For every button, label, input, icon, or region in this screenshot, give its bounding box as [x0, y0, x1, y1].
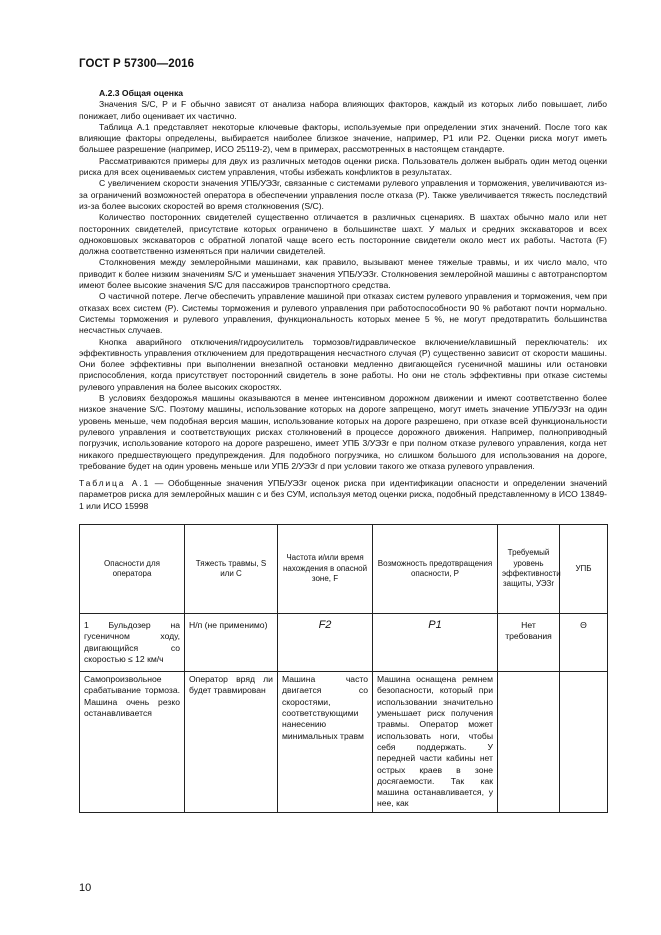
cell-hazard: Самопроизвольное срабатывание тормоза. Машина очень резко останавливается	[80, 672, 185, 813]
paragraph: О частичной потере. Легче обеспечить управление машиной при отказах систем рулевого управления и торможения, чем при отказах всех систем (P). Системы торможения и рулевого управления при работоспособности 90 % работают почти нормально. Системы торможения и рулевого управления, функциональность которых менее 5 %, не могут предотвратить большинства несчастных случаев.	[79, 291, 607, 336]
cell-frequency: Машина часто двигается со скоростями, соответствующими нанесению минимальных травм	[278, 672, 373, 813]
cell-avoidance: Машина оснащена ремнем безопасности, который при использовании значительно уменьшает риск получения травмы. Оператор может использовать ноги, чтобы себя поддержать. У передней части кабины нет острых краев в зоне досягаемости. Так как машина останавливается, у нее, как	[373, 672, 498, 813]
document-header: ГОСТ Р 57300—2016	[79, 58, 195, 70]
table-caption	[79, 478, 607, 512]
paragraph: Значения S/C, P и F обычно зависят от анализа набора влияющих факторов, каждый из которых либо повышает, либо понижает, либо оценивает их частично.	[79, 99, 607, 121]
cell-frequency: F2	[278, 613, 373, 671]
cell-avoidance: P1	[373, 613, 498, 671]
header-avoidance: Возможность предотвращения опасности, P	[373, 524, 498, 613]
paragraph: Рассматриваются примеры для двух из различных методов оценки риска. Пользователь должен выбрать один метод оценки риска для всех оцениваемых систем управления, чтобы избежать конфликтов в результатах.	[79, 155, 607, 178]
table-header-row	[80, 524, 608, 613]
header-hazard: Опасности для оператора	[80, 524, 185, 613]
paragraph: Столкновения между землеройными машинами, как правило, вызывают менее тяжелые травмы, и их число мало, что приводит к более низким значениям S/C и уменьшает значения УПБ/УЭЗr. Столкновения землеройной машины с автотранспортом имеют более высокие значения S/C для пассажиров транспортного средства.	[79, 257, 607, 291]
document-body	[79, 88, 607, 813]
table-row	[80, 672, 608, 813]
paragraph: Количество посторонних свидетелей существенно отличается в различных сценариях. В шахтах обычно мало или нет посторонних свидетелей, присутствие которых ограничено в большинстве шахт. У малых и средних экскаваторов и всех одноковшовых экскаваторов с обратной лопатой чаще всего есть посторонние свидетели около мест их работы. Частота (F) должна соответственно изменяться при наличии свидетелей.	[79, 212, 607, 257]
cell-hazard: 1 Бульдозер на гусеничном ходу, двигающийся со скоростью ≤ 12 км/ч	[80, 613, 185, 671]
cell-pl: Нет требования	[498, 613, 560, 671]
paragraph: В условиях бездорожья машины оказываются в менее интенсивном дорожном движении и имеют соответственно более низкое значение S/C. Поэтому машины, использование которых на дороге запрещено, могут иметь значение УПБ/УЭЗr на один уровень меньше, чем подобная версия машин, использование которых на дороге разрешено, при отказе всей функциональности рулевого управления и соответствующих рисках столкновений в процессе дорожного движения. Например, полноприводный погрузчик, использование которого на дороге разрешено, имеет УПБ 3/УЭЗr e при полном отказе рулевого управления, когда нет никакого предшествующего предупреждения. Для подобного погрузчика, но слишком большого для использования на дороге, требование будет на один уровень меньше или УПБ 2/УЭЗr d при условии такого же отказа рулевого управления.	[79, 393, 607, 471]
table-caption-text: — Обобщенные значения УПБ/УЭЗr оценок риска при идентификации опасности и определении значений параметров риска для землеройных машин с и без СУМ, используя метод оценки риска, подобный представленному в ИСО 13849-1 или ИСО 15998	[79, 478, 607, 511]
table-caption-label: Таблица А.1	[79, 478, 151, 489]
paragraph: Кнопка аварийного отключения/гидроусилитель тормозов/гидравлическое включение/клавишный переключатель: их эффективность управления отключением для предотвращения несчастного случая (P) существенно зависит от скорости машины. Они более эффективны при выполнении внезапной остановки медленно двигающейся гусеничной машины или остановки приспособления, когда присутствует посторонний свидетель в зоне работы. Но они не столь эффективны при отказе системы рулевого управления на более высоких скоростях.	[79, 336, 607, 392]
page-number: 10	[79, 882, 92, 894]
paragraph: Таблица А.1 представляет некоторые ключевые факторы, используемые при определении этих значений. После того как влияющие факторы определены, выбирается наиболее близкое значение, например, P1 или P2. Оценки риска могут иметь большее разрешение (например, ИСО 25119-2), чем в примерах, рассмотренных в настоящем стандарте.	[79, 121, 607, 155]
risk-table	[79, 524, 608, 813]
cell-sil: Θ	[560, 613, 608, 671]
cell-severity: Оператор вряд ли будет травмирован	[185, 672, 278, 813]
header-pl: Требуемый уровень эффективности защиты, УЭЗr	[498, 524, 560, 613]
header-frequency: Частота и/или время нахождения в опасной зоне, F	[278, 524, 373, 613]
header-sil: УПБ	[560, 524, 608, 613]
header-severity: Тяжесть травмы, S или C	[185, 524, 278, 613]
cell-severity: Н/п (не применимо)	[185, 613, 278, 671]
cell-sil	[560, 672, 608, 813]
paragraph: С увеличением скорости значения УПБ/УЭЗr, связанные с системами рулевого управления и торможения, увеличиваются из-за ограничений возможностей оператора в обеспечении управления после отказа (P). Также увеличивается тяжесть последствий из-за более высоких скоростей во время столкновения (S/C).	[79, 178, 607, 211]
section-heading: А.2.3 Общая оценка	[99, 88, 184, 98]
cell-pl	[498, 672, 560, 813]
table-row	[80, 613, 608, 671]
